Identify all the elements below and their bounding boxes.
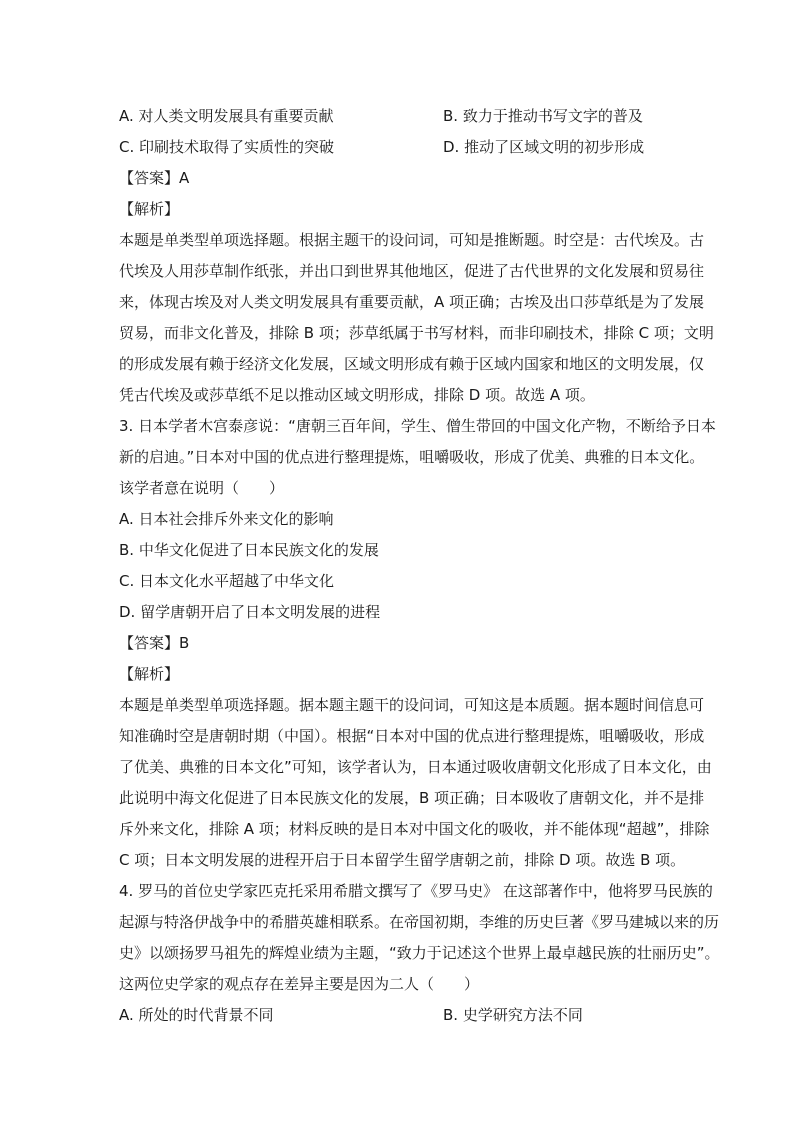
q3-stem bbox=[119, 411, 716, 504]
q4-stem-line: 起源与特洛伊战争中的希腊英雄相联系。在帝国初期，李维的历史巨著《罗马建城以来的历 bbox=[119, 913, 720, 931]
q2-option-a: A. 对人类文明发展具有重要贡献 bbox=[119, 107, 334, 125]
q3-option-d: D. 留学唐朝开启了日本文明发展的进程 bbox=[119, 603, 381, 621]
q2-analysis-line: 来，体现古埃及对人类文明发展具有重要贡献，A 项正确；古埃及出口莎草纸是为了发展 bbox=[119, 293, 705, 311]
q2-option-c: C. 印刷技术取得了实质性的突破 bbox=[119, 138, 335, 156]
q2-options-row-1 bbox=[119, 101, 699, 132]
q4-stem-line: 4. 罗马的首位史学家匹克托采用希腊文撰写了《罗马史》 在这部著作中，他将罗马民族的 bbox=[119, 882, 713, 900]
q2-analysis bbox=[119, 225, 714, 411]
q2-analysis-line: 本题是单类型单项选择题。根据主题干的设问词，可知是推断题。时空是：古代埃及。古 bbox=[119, 231, 705, 249]
q3-stem-line: 3. 日本学者木宫泰彦说：“唐朝三百年间，学生、僧生带回的中国文化产物，不断给予日本 bbox=[119, 417, 716, 435]
q3-answer: 【答案】B bbox=[119, 634, 190, 652]
q2-analysis-line: 凭古代埃及或莎草纸不足以推动区域文明形成，排除 D 项。故选 A 项。 bbox=[119, 386, 595, 404]
q3-analysis-label: 【解析】 bbox=[119, 665, 180, 683]
q3-option-b: B. 中华文化促进了日本民族文化的发展 bbox=[119, 541, 379, 559]
page-content bbox=[119, 101, 720, 1031]
q3-analysis-line: 此说明中海文化促进了日本民族文化的发展，B 项正确；日本吸收了唐朝文化，并不是排 bbox=[119, 789, 705, 807]
q3-stem-line: 新的启迪。”日本对中国的优点进行整理提炼，咀嚼吸收，形成了优美、典雅的日本文化。 bbox=[119, 448, 705, 466]
q2-options-row-2 bbox=[119, 132, 699, 163]
q2-option-b: B. 致力于推动书写文字的普及 bbox=[443, 107, 643, 125]
q3-analysis-line: 知准确时空是唐朝时期（中国）。根据“日本对中国的优点进行整理提炼，咀嚼吸收，形成 bbox=[119, 727, 705, 745]
q2-option-d: D. 推动了区域文明的初步形成 bbox=[443, 138, 645, 156]
q4-option-b: B. 史学研究方法不同 bbox=[443, 1006, 583, 1024]
q4-stem-line: 这两位史学家的观点存在差异主要是因为二人（ ） bbox=[119, 975, 480, 993]
q3-stem-line: 该学者意在说明（ ） bbox=[119, 479, 285, 497]
q3-option-c: C. 日本文化水平超越了中华文化 bbox=[119, 572, 335, 590]
q3-analysis-line: 了优美、典雅的日本文化”可知，该学者认为，日本通过吸收唐朝文化形成了日本文化，由 bbox=[119, 758, 712, 776]
q2-answer: 【答案】A bbox=[119, 169, 190, 187]
q2-analysis-label: 【解析】 bbox=[119, 200, 180, 218]
q2-analysis-line: 贸易，而非文化普及，排除 B 项；莎草纸属于书写材料，而非印刷技术，排除 C 项；文明 bbox=[119, 324, 714, 342]
q4-option-a: A. 所处的时代背景不同 bbox=[119, 1006, 274, 1024]
q3-analysis-line: 斥外来文化，排除 A 项；材料反映的是日本对中国文化的吸收，并不能体现“超越”，排除 bbox=[119, 820, 710, 838]
q4-stem-line: 史》以颂扬罗马祖先的辉煌业绩为主题，“致力于记述这个世界上最卓越民族的壮丽历史”。 bbox=[119, 944, 720, 962]
q4-stem bbox=[119, 876, 720, 1000]
q3-analysis-line: 本题是单类型单项选择题。据本题主题干的设问词，可知这是本质题。据本题时间信息可 bbox=[119, 696, 705, 714]
q3-analysis bbox=[119, 690, 712, 876]
q3-option-a: A. 日本社会排斥外来文化的影响 bbox=[119, 510, 334, 528]
q3-analysis-line: C 项；日本文明发展的进程开启于日本留学生留学唐朝之前，排除 D 项。故选 B 项。 bbox=[119, 851, 686, 869]
q4-options-row-1 bbox=[119, 1000, 699, 1031]
q2-analysis-line: 代埃及人用莎草制作纸张，并出口到世界其他地区，促进了古代世界的文化发展和贸易往 bbox=[119, 262, 705, 280]
q2-analysis-line: 的形成发展有赖于经济文化发展，区域文明形成有赖于区域内国家和地区的文明发展，仅 bbox=[119, 355, 705, 373]
